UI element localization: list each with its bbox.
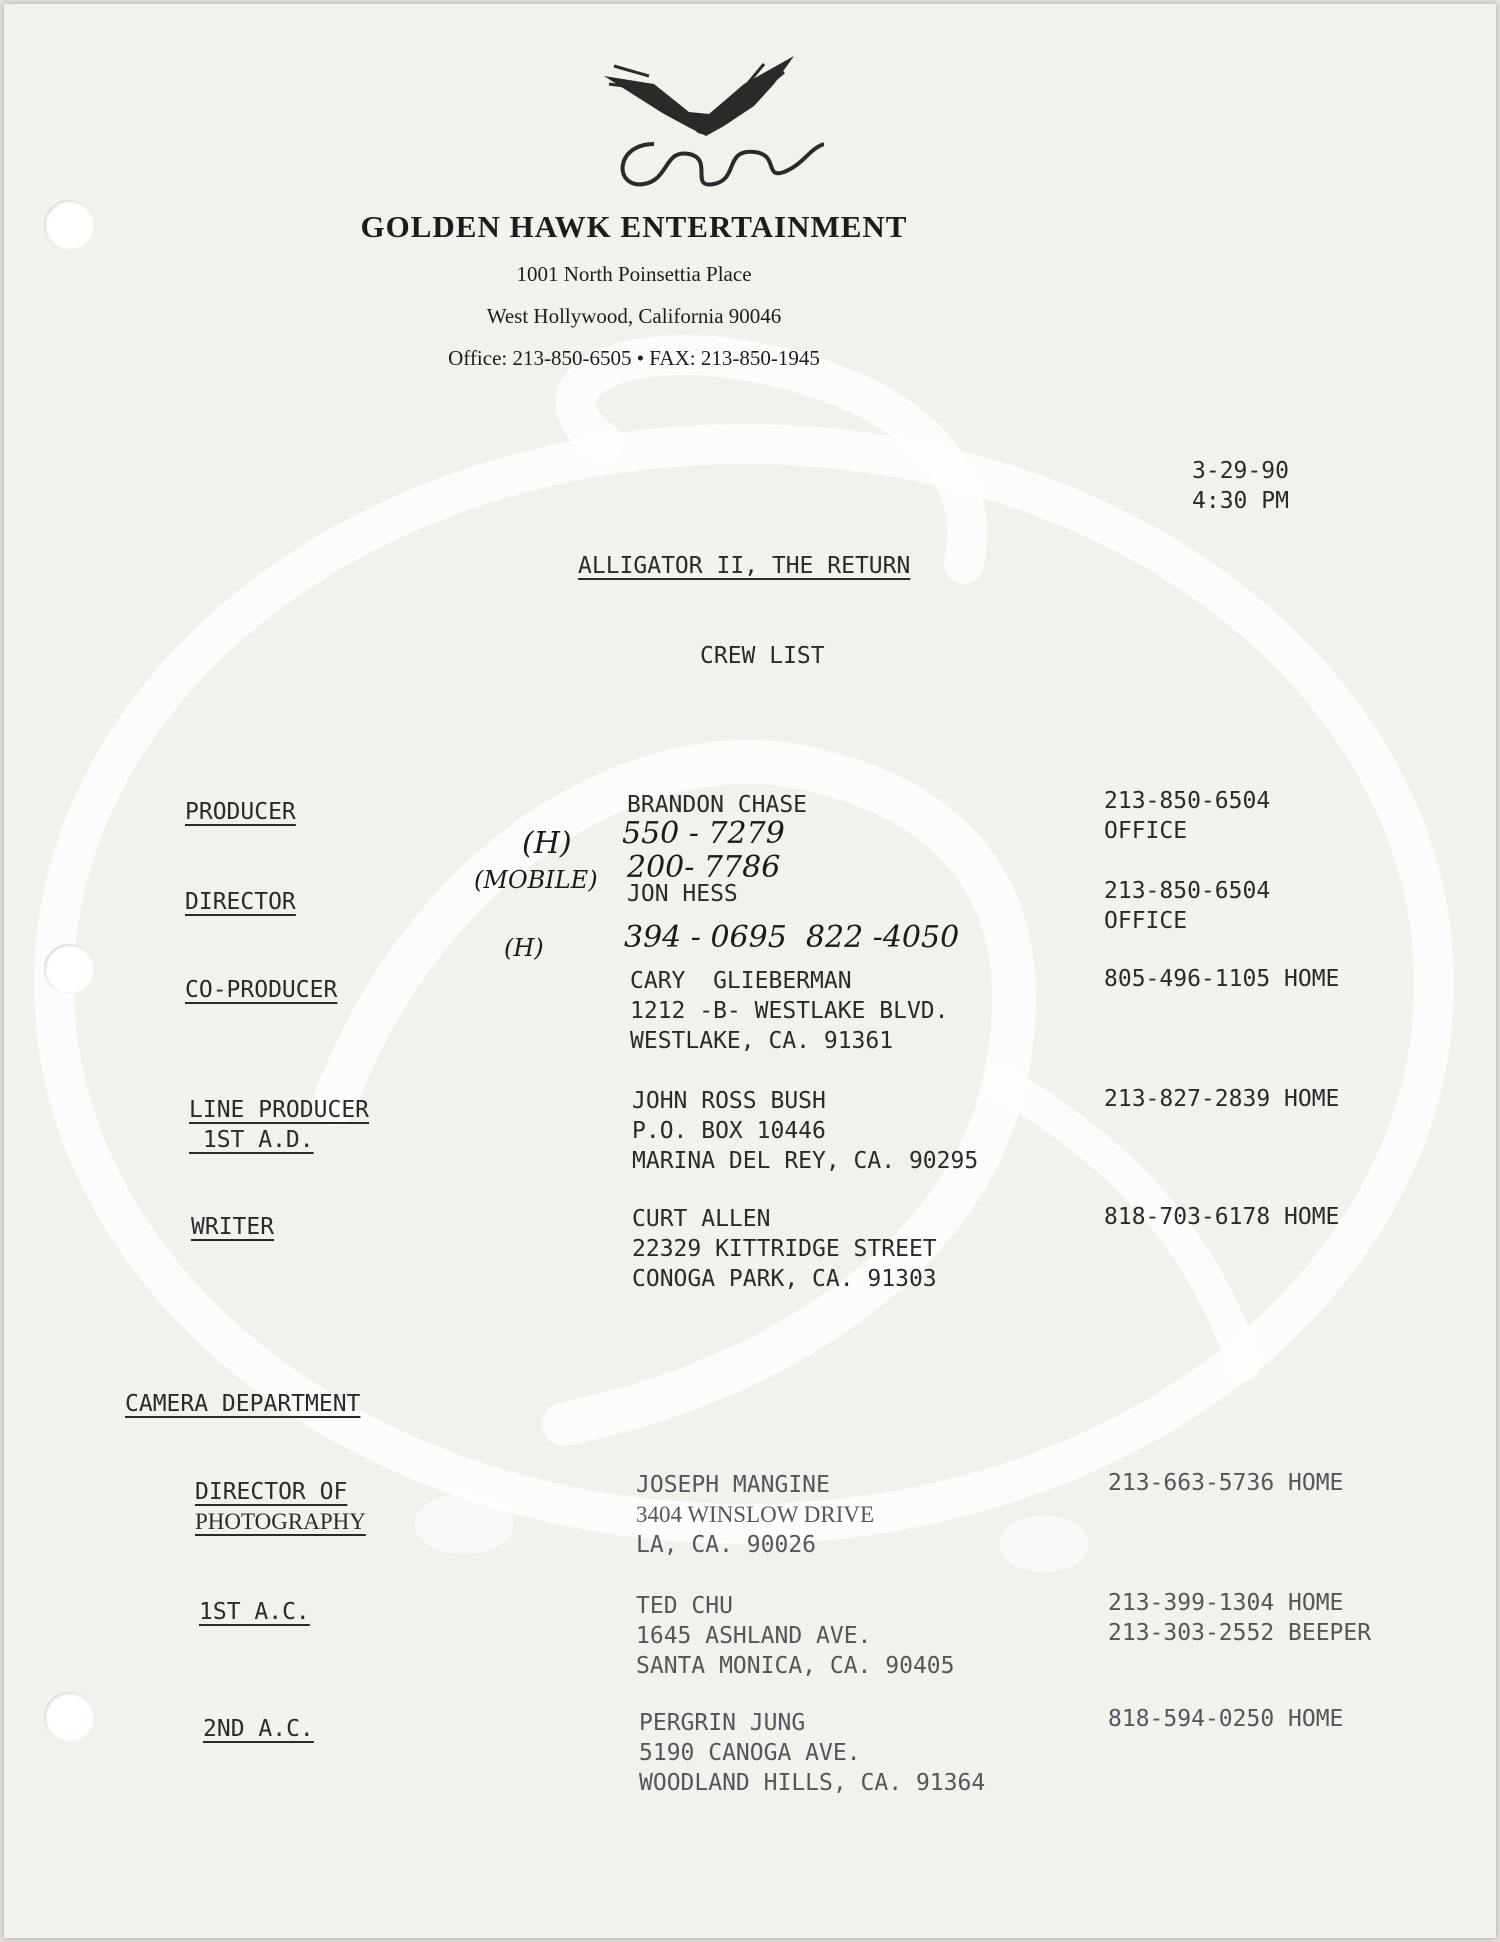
role-producer: PRODUCER xyxy=(185,799,296,825)
crew-address-line: 1212 -B- WESTLAKE BLVD. xyxy=(630,998,949,1024)
company-name: GOLDEN HAWK ENTERTAINMENT xyxy=(360,209,908,244)
phone-director xyxy=(1104,876,1270,936)
binder-hole-middle xyxy=(44,944,94,994)
role-line: DIRECTOR OF xyxy=(195,1479,348,1505)
role-line: PHOTOGRAPHY xyxy=(195,1509,366,1534)
phone-line: 213-303-2552 BEEPER xyxy=(1108,1620,1372,1646)
phone-line: 213-850-6504 xyxy=(1104,788,1271,814)
crew-name-producer: BRANDON CHASE xyxy=(627,792,808,818)
handwritten-home-number: 550 - 7279 xyxy=(622,816,785,851)
phone-line: 213-850-6504 xyxy=(1104,878,1271,904)
crew-address-line: CONOGA PARK, CA. 91303 xyxy=(632,1266,937,1292)
crew-name: CARY GLIEBERMAN xyxy=(630,968,852,994)
crew-address-line: MARINA DEL REY, CA. 90295 xyxy=(632,1148,979,1174)
crew-address-line: SANTA MONICA, CA. 90405 xyxy=(636,1653,955,1679)
crew-entry-1st-ac xyxy=(636,1591,955,1681)
phone-1st-ac xyxy=(1108,1588,1371,1648)
crew-address-line: WESTLAKE, CA. 91361 xyxy=(630,1028,894,1054)
crew-entry-writer xyxy=(632,1204,937,1294)
phone-writer: 818-703-6178 HOME xyxy=(1104,1204,1340,1230)
crew-name: TED CHU xyxy=(636,1593,733,1619)
crew-entry-line-producer xyxy=(632,1086,978,1176)
crew-address-line: WOODLAND HILLS, CA. 91364 xyxy=(639,1770,986,1796)
crew-address-line: 22329 KITTRIDGE STREET xyxy=(632,1236,937,1262)
crew-entry-co-producer xyxy=(630,966,949,1056)
phone-co-producer: 805-496-1105 HOME xyxy=(1104,966,1340,992)
phone-2nd-ac: 818-594-0250 HOME xyxy=(1108,1706,1344,1732)
hawk-serpent-logo-icon xyxy=(594,54,824,194)
handwritten-home-numbers-2: 394 - 0695 822 -4050 xyxy=(624,920,960,955)
camera-department-heading: CAMERA DEPARTMENT xyxy=(125,1391,361,1417)
address-line-1: 1001 North Poinsettia Place xyxy=(516,262,752,286)
address-line-2: West Hollywood, California 90046 xyxy=(486,304,782,328)
crew-list-heading: CREW LIST xyxy=(700,643,825,669)
handwritten-mobile-number: 200- 7786 xyxy=(627,850,781,885)
document-time: 4:30 PM xyxy=(1192,488,1289,514)
role-director: DIRECTOR xyxy=(185,889,296,915)
role-2nd-ac: 2ND A.C. xyxy=(203,1716,314,1742)
handwritten-home-label-2: (H) xyxy=(504,934,544,962)
crew-address-line: LA, CA. 90026 xyxy=(636,1532,817,1558)
crew-address-line: 3404 WINSLOW DRIVE xyxy=(636,1502,875,1527)
document-date: 3-29-90 xyxy=(1192,458,1289,484)
crew-name: JOSEPH MANGINE xyxy=(636,1472,830,1498)
phone-line: OFFICE xyxy=(1104,908,1188,934)
crew-entry-director-of-photography xyxy=(636,1470,874,1560)
role-writer: WRITER xyxy=(191,1214,275,1240)
phone-line: 213-399-1304 HOME xyxy=(1108,1590,1344,1616)
phone-producer xyxy=(1104,786,1270,846)
office-fax-numbers: Office: 213-850-6505 • FAX: 213-850-1945 xyxy=(448,346,820,370)
crew-address-line: 1645 ASHLAND AVE. xyxy=(636,1623,872,1649)
binder-hole-bottom xyxy=(44,1692,94,1742)
handwritten-mobile-label: (MOBILE) xyxy=(474,866,598,894)
role-line: LINE PRODUCER xyxy=(189,1097,370,1123)
crew-name: PERGRIN JUNG xyxy=(639,1710,806,1736)
role-1st-ac: 1ST A.C. xyxy=(199,1599,310,1625)
crew-name: CURT ALLEN xyxy=(632,1206,771,1232)
role-line-producer xyxy=(189,1095,369,1155)
crew-name-director: JON HESS xyxy=(627,881,738,907)
document-title: ALLIGATOR II, THE RETURN xyxy=(578,553,911,579)
crew-name: JOHN ROSS BUSH xyxy=(632,1088,826,1114)
role-line: 1ST A.D. xyxy=(189,1127,314,1153)
crew-address-line: P.O. BOX 10446 xyxy=(632,1118,826,1144)
phone-director-of-photography: 213-663-5736 HOME xyxy=(1108,1470,1344,1496)
role-director-of-photography xyxy=(195,1477,366,1537)
crew-entry-2nd-ac xyxy=(639,1708,985,1798)
phone-line: OFFICE xyxy=(1104,818,1188,844)
role-co-producer: CO-PRODUCER xyxy=(185,977,338,1003)
crew-address-line: 5190 CANOGA AVE. xyxy=(639,1740,861,1766)
handwritten-home-label: (H) xyxy=(522,826,572,861)
phone-line-producer: 213-827-2839 HOME xyxy=(1104,1086,1340,1112)
document-page xyxy=(4,4,1496,1938)
